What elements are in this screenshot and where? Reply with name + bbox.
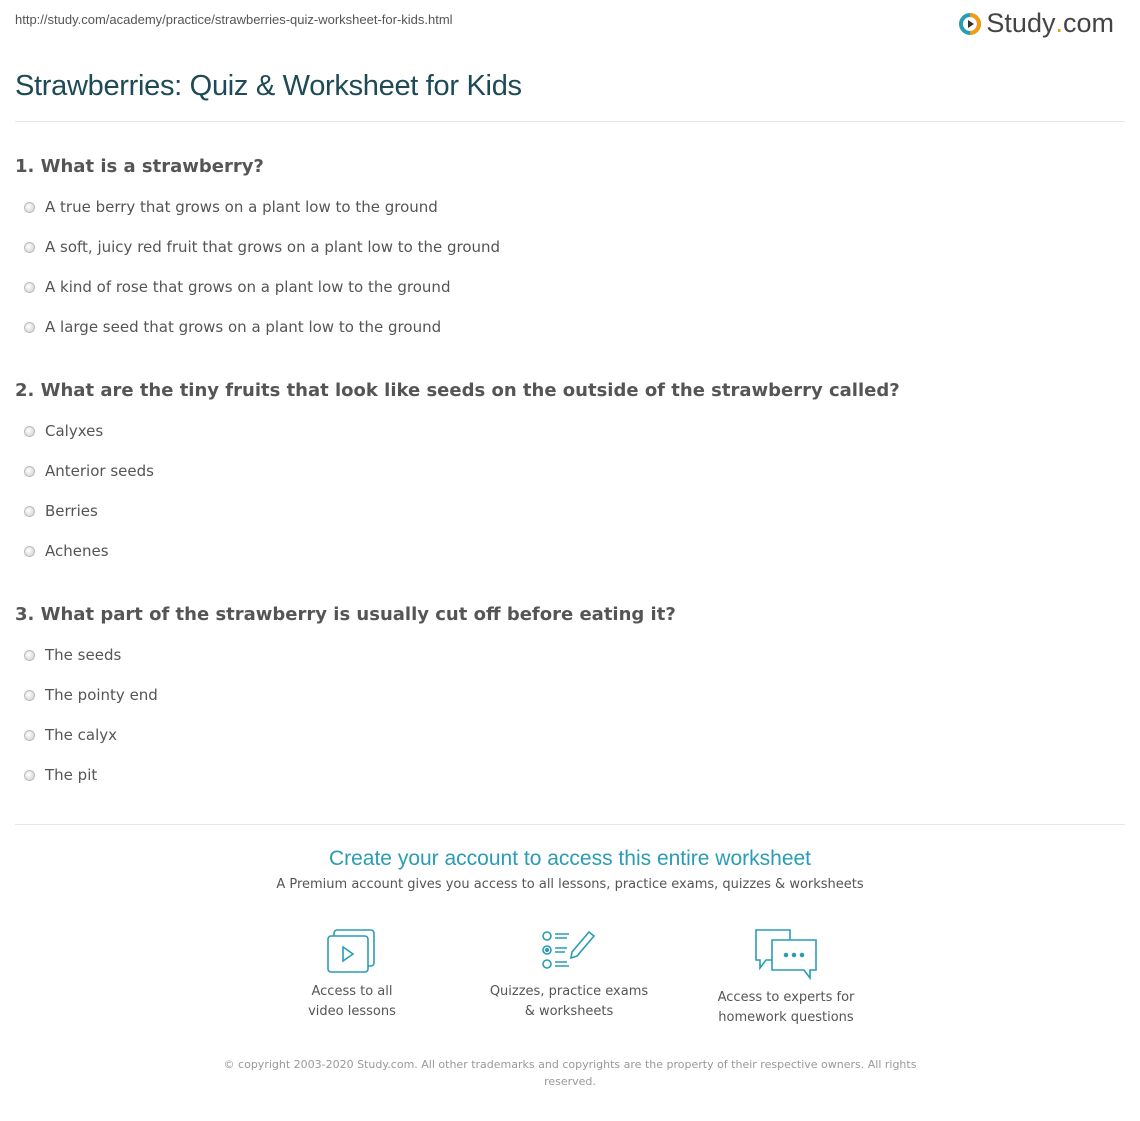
answer-option[interactable] bbox=[15, 451, 1115, 491]
logo-dot: . bbox=[1055, 8, 1063, 38]
video-lessons-icon bbox=[326, 928, 378, 974]
radio-icon[interactable] bbox=[24, 466, 35, 477]
answer-option[interactable] bbox=[15, 227, 1115, 267]
feature-quizzes bbox=[469, 928, 669, 1022]
option-label: Anterior seeds bbox=[45, 462, 154, 480]
logo-name: Study bbox=[986, 8, 1056, 38]
question-3 bbox=[15, 603, 1115, 795]
answer-option[interactable] bbox=[15, 715, 1115, 755]
question-2 bbox=[15, 379, 1115, 571]
answer-option[interactable] bbox=[15, 187, 1115, 227]
page-title: Strawberries: Quiz & Worksheet for Kids bbox=[15, 70, 522, 102]
radio-icon[interactable] bbox=[24, 770, 35, 781]
option-label: The calyx bbox=[45, 726, 118, 744]
radio-icon[interactable] bbox=[24, 730, 35, 741]
cta-subtitle: A Premium account gives you access to all lessons, practice exams, quizzes & worksheets bbox=[276, 877, 864, 892]
option-label: Calyxes bbox=[45, 422, 104, 440]
answer-option[interactable] bbox=[15, 307, 1115, 347]
option-label: The pit bbox=[45, 766, 98, 784]
option-label: A true berry that grows on a plant low to the ground bbox=[45, 198, 438, 216]
radio-icon[interactable] bbox=[24, 322, 35, 333]
chat-experts-icon bbox=[754, 928, 818, 980]
divider bbox=[15, 121, 1125, 122]
feature-label: Access to experts for bbox=[717, 990, 855, 1005]
feature-label: homework questions bbox=[718, 1010, 854, 1025]
feature-label: video lessons bbox=[308, 1004, 396, 1019]
radio-icon[interactable] bbox=[24, 546, 35, 557]
radio-icon[interactable] bbox=[24, 242, 35, 253]
radio-icon[interactable] bbox=[24, 282, 35, 293]
play-logo-icon bbox=[958, 12, 982, 36]
option-label: The pointy end bbox=[45, 686, 158, 704]
answer-option[interactable] bbox=[15, 675, 1115, 715]
option-label: Berries bbox=[45, 502, 98, 520]
question-text: 3. What part of the strawberry is usually cut off before eating it? bbox=[15, 604, 676, 625]
option-label: The seeds bbox=[45, 646, 122, 664]
feature-label: Quizzes, practice exams bbox=[489, 984, 649, 999]
page-url: http://study.com/academy/practice/strawberries-quiz-worksheet-for-kids.html bbox=[15, 12, 453, 27]
answer-option[interactable] bbox=[15, 635, 1115, 675]
question-text: 1. What is a strawberry? bbox=[15, 156, 264, 177]
option-label: A kind of rose that grows on a plant low to the ground bbox=[45, 278, 451, 296]
radio-icon[interactable] bbox=[24, 506, 35, 517]
feature-label: & worksheets bbox=[524, 1004, 614, 1019]
option-label: Achenes bbox=[45, 542, 109, 560]
question-1 bbox=[15, 155, 1115, 347]
answer-option[interactable] bbox=[15, 411, 1115, 451]
quiz-checklist-icon bbox=[541, 928, 597, 974]
answer-option[interactable] bbox=[15, 491, 1115, 531]
radio-icon[interactable] bbox=[24, 202, 35, 213]
feature-video-lessons bbox=[252, 928, 452, 1022]
answer-option[interactable] bbox=[15, 755, 1115, 795]
cta-title[interactable]: Create your account to access this entire worksheet bbox=[328, 847, 812, 870]
radio-icon[interactable] bbox=[24, 690, 35, 701]
feature-label: Access to all bbox=[311, 984, 393, 999]
option-label: A large seed that grows on a plant low to the ground bbox=[45, 318, 442, 336]
copyright-footer: © copyright 2003-2020 Study.com. All other trademarks and copyrights are the property of their respective owners. All rights reserved. bbox=[223, 1058, 917, 1088]
feature-experts bbox=[686, 928, 886, 1028]
logo-suffix: com bbox=[1062, 8, 1114, 38]
option-label: A soft, juicy red fruit that grows on a plant low to the ground bbox=[45, 238, 501, 256]
divider bbox=[15, 824, 1125, 825]
answer-option[interactable] bbox=[15, 267, 1115, 307]
radio-icon[interactable] bbox=[24, 650, 35, 661]
radio-icon[interactable] bbox=[24, 426, 35, 437]
study-logo[interactable] bbox=[958, 8, 1114, 39]
answer-option[interactable] bbox=[15, 531, 1115, 571]
signup-cta bbox=[0, 847, 1140, 892]
question-text: 2. What are the tiny fruits that look like seeds on the outside of the strawberry called? bbox=[15, 380, 900, 401]
